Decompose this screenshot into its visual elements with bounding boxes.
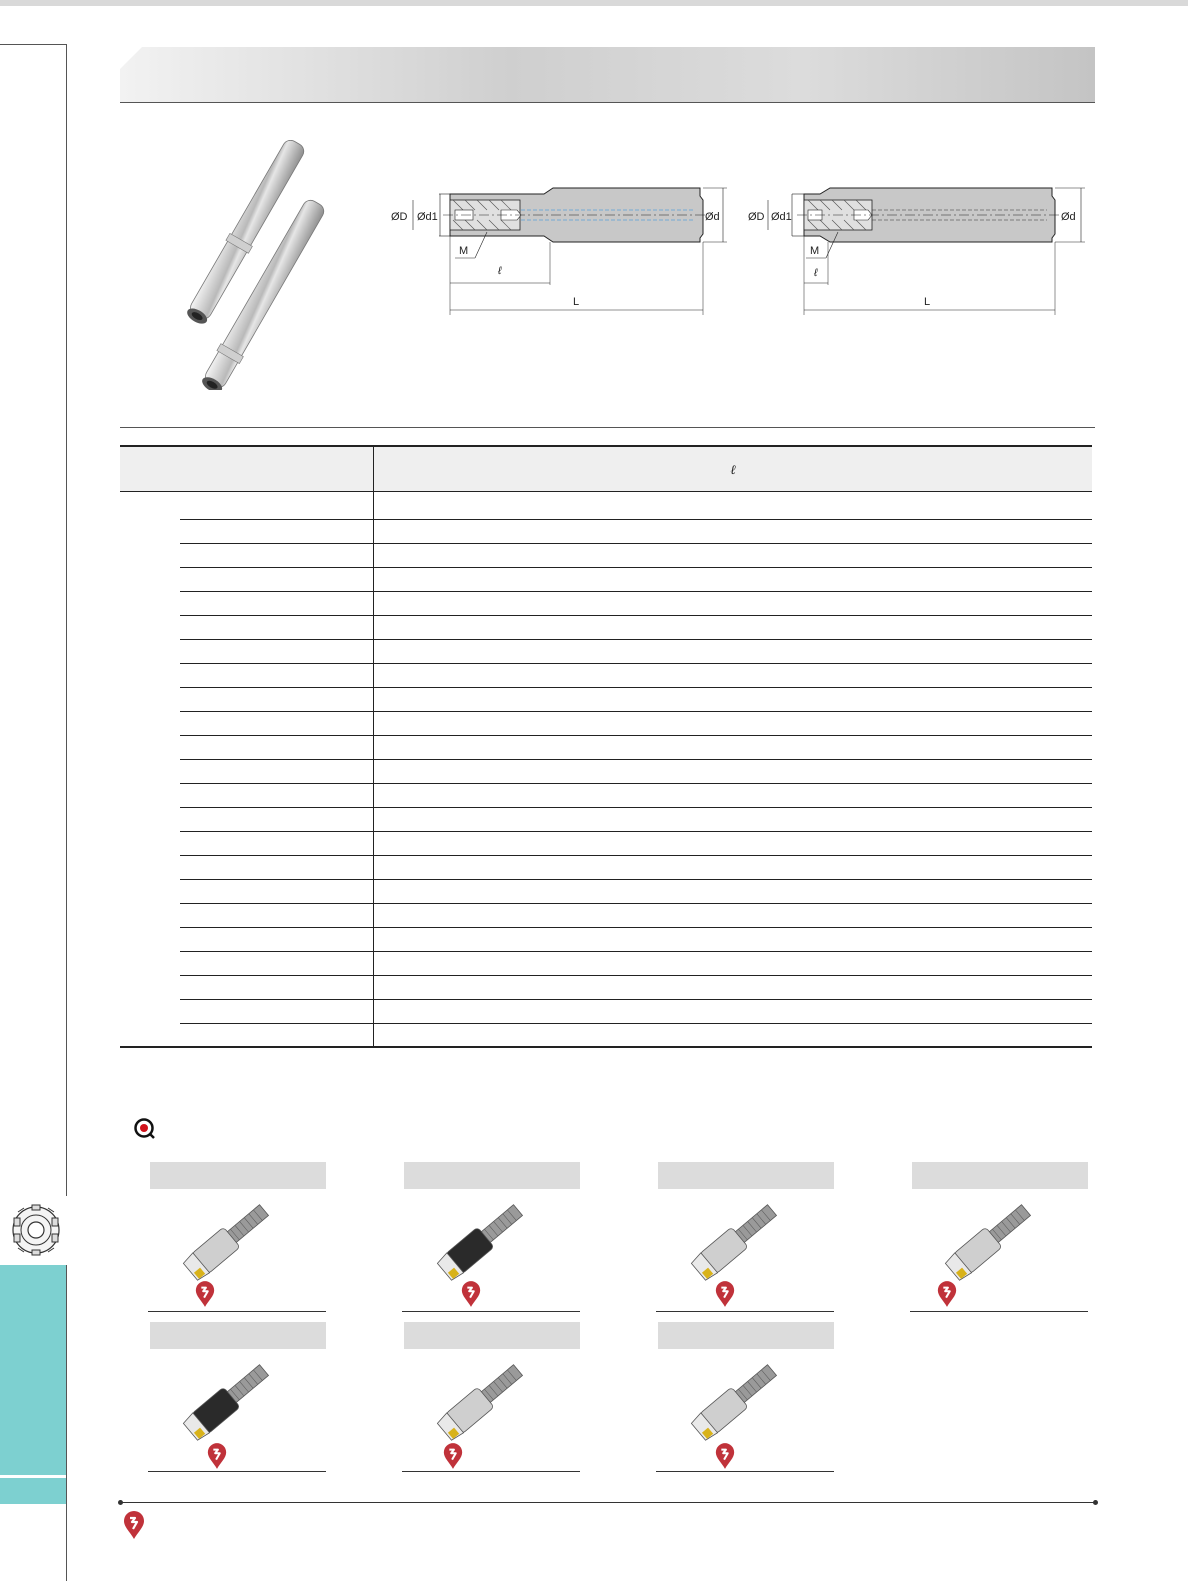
cutter-card-base-rule xyxy=(656,1471,834,1472)
table-row xyxy=(120,760,1092,784)
page-reference-pin-icon[interactable] xyxy=(460,1280,482,1308)
product-photo-arbors xyxy=(128,140,368,390)
drawing-b-thread-label: M xyxy=(810,245,820,257)
compatible-cutter-card[interactable] xyxy=(402,1162,580,1312)
table-row xyxy=(120,976,1092,1000)
technical-drawing-type-b xyxy=(742,160,1087,325)
page-reference-pin-icon[interactable] xyxy=(206,1442,228,1470)
section-tab-lower[interactable] xyxy=(0,1478,66,1504)
milling-cutter-icon[interactable] xyxy=(8,1200,60,1260)
table-row xyxy=(120,712,1092,736)
drawing-b-od-d1-label: Ød1 xyxy=(771,211,792,223)
compatible-cutter-card[interactable] xyxy=(910,1162,1088,1312)
spec-table-header-left xyxy=(120,447,373,492)
drawing-b-total-length-label: L xyxy=(924,296,931,308)
header-banner xyxy=(120,47,1095,102)
drawing-a-od-D-label: ØD xyxy=(391,211,408,223)
table-row xyxy=(120,492,1092,520)
cutter-card-title-bar xyxy=(150,1162,326,1189)
header-banner-corner xyxy=(120,47,142,69)
side-rail-line-lower xyxy=(66,1265,67,1581)
cutter-card-base-rule xyxy=(148,1471,326,1472)
compatible-cutter-card[interactable] xyxy=(148,1322,326,1472)
cutter-card-base-rule xyxy=(910,1311,1088,1312)
milling-cutter-photo xyxy=(656,1192,834,1292)
milling-cutter-photo xyxy=(656,1352,834,1452)
cutter-card-base-rule xyxy=(656,1311,834,1312)
table-row xyxy=(120,544,1092,568)
table-row xyxy=(120,592,1092,616)
milling-cutter-photo xyxy=(402,1352,580,1452)
table-row xyxy=(120,928,1092,952)
table-row xyxy=(120,1024,1092,1048)
table-row xyxy=(120,568,1092,592)
cutter-card-title-bar xyxy=(912,1162,1088,1189)
milling-cutter-photo xyxy=(910,1192,1088,1292)
page-reference-pin-icon[interactable] xyxy=(714,1280,736,1308)
cutter-card-base-rule xyxy=(402,1471,580,1472)
footer-rule xyxy=(120,1502,1096,1503)
page-reference-pin-icon[interactable] xyxy=(714,1442,736,1470)
header-banner-rule xyxy=(120,102,1095,103)
spec-table-body xyxy=(120,492,1092,1048)
drawing-b-od-D-label: ØD xyxy=(748,211,765,223)
milling-cutter-photo xyxy=(402,1192,580,1292)
table-row xyxy=(120,952,1092,976)
compatible-cutter-card[interactable] xyxy=(148,1162,326,1312)
drawing-a-od-d1-label: Ød1 xyxy=(417,211,438,223)
footer-rule-dot-right xyxy=(1093,1500,1098,1505)
section-tab-divider xyxy=(0,1475,66,1477)
table-row xyxy=(120,664,1092,688)
spec-table-header xyxy=(120,445,1092,492)
cutter-card-base-rule xyxy=(148,1311,326,1312)
cutter-card-title-bar xyxy=(658,1322,834,1349)
table-row xyxy=(120,832,1092,856)
compatible-cutter-card[interactable] xyxy=(402,1322,580,1472)
section-tab[interactable] xyxy=(0,1265,66,1475)
technical-drawing-type-a xyxy=(383,160,728,325)
table-row xyxy=(120,1000,1092,1024)
page-reference-pin-icon[interactable] xyxy=(442,1442,464,1470)
drawing-a-od-d-label: Ød xyxy=(705,211,720,223)
drawing-a-thread-label: M xyxy=(459,245,469,257)
milling-cutter-photo xyxy=(148,1192,326,1292)
side-rail-top-rule xyxy=(0,44,67,45)
cutter-card-title-bar xyxy=(150,1322,326,1349)
section-rule xyxy=(120,427,1095,428)
table-row xyxy=(120,904,1092,928)
top-strip xyxy=(0,0,1188,6)
cutter-card-title-bar xyxy=(404,1162,580,1189)
footer-rule-dot-left xyxy=(118,1500,123,1505)
cutter-card-title-bar xyxy=(658,1162,834,1189)
page-reference-pin-icon xyxy=(122,1510,146,1540)
compatible-cutter-card[interactable] xyxy=(656,1162,834,1312)
drawing-a-total-length-label: L xyxy=(573,296,580,308)
table-row xyxy=(120,520,1092,544)
side-rail-line xyxy=(66,44,67,1196)
milling-cutter-photo xyxy=(148,1352,326,1452)
page-reference-pin-icon[interactable] xyxy=(936,1280,958,1308)
table-row xyxy=(120,808,1092,832)
spec-table-header-length: ℓ xyxy=(373,447,1092,492)
drawing-a-small-length-label: ℓ xyxy=(498,265,502,277)
table-row xyxy=(120,856,1092,880)
cutter-card-base-rule xyxy=(402,1311,580,1312)
page-reference-pin-icon[interactable] xyxy=(194,1280,216,1308)
table-bottom-rule xyxy=(120,1046,1092,1048)
spec-table xyxy=(120,445,1092,1048)
target-icon xyxy=(133,1117,155,1139)
table-row xyxy=(120,736,1092,760)
drawing-b-small-length-label: ℓ xyxy=(814,267,818,279)
drawing-b-od-d-label: Ød xyxy=(1061,211,1076,223)
table-row xyxy=(120,880,1092,904)
table-row xyxy=(120,616,1092,640)
table-row xyxy=(120,640,1092,664)
compatible-cutter-card[interactable] xyxy=(656,1322,834,1472)
table-row xyxy=(120,784,1092,808)
table-row xyxy=(120,688,1092,712)
cutter-card-title-bar xyxy=(404,1322,580,1349)
